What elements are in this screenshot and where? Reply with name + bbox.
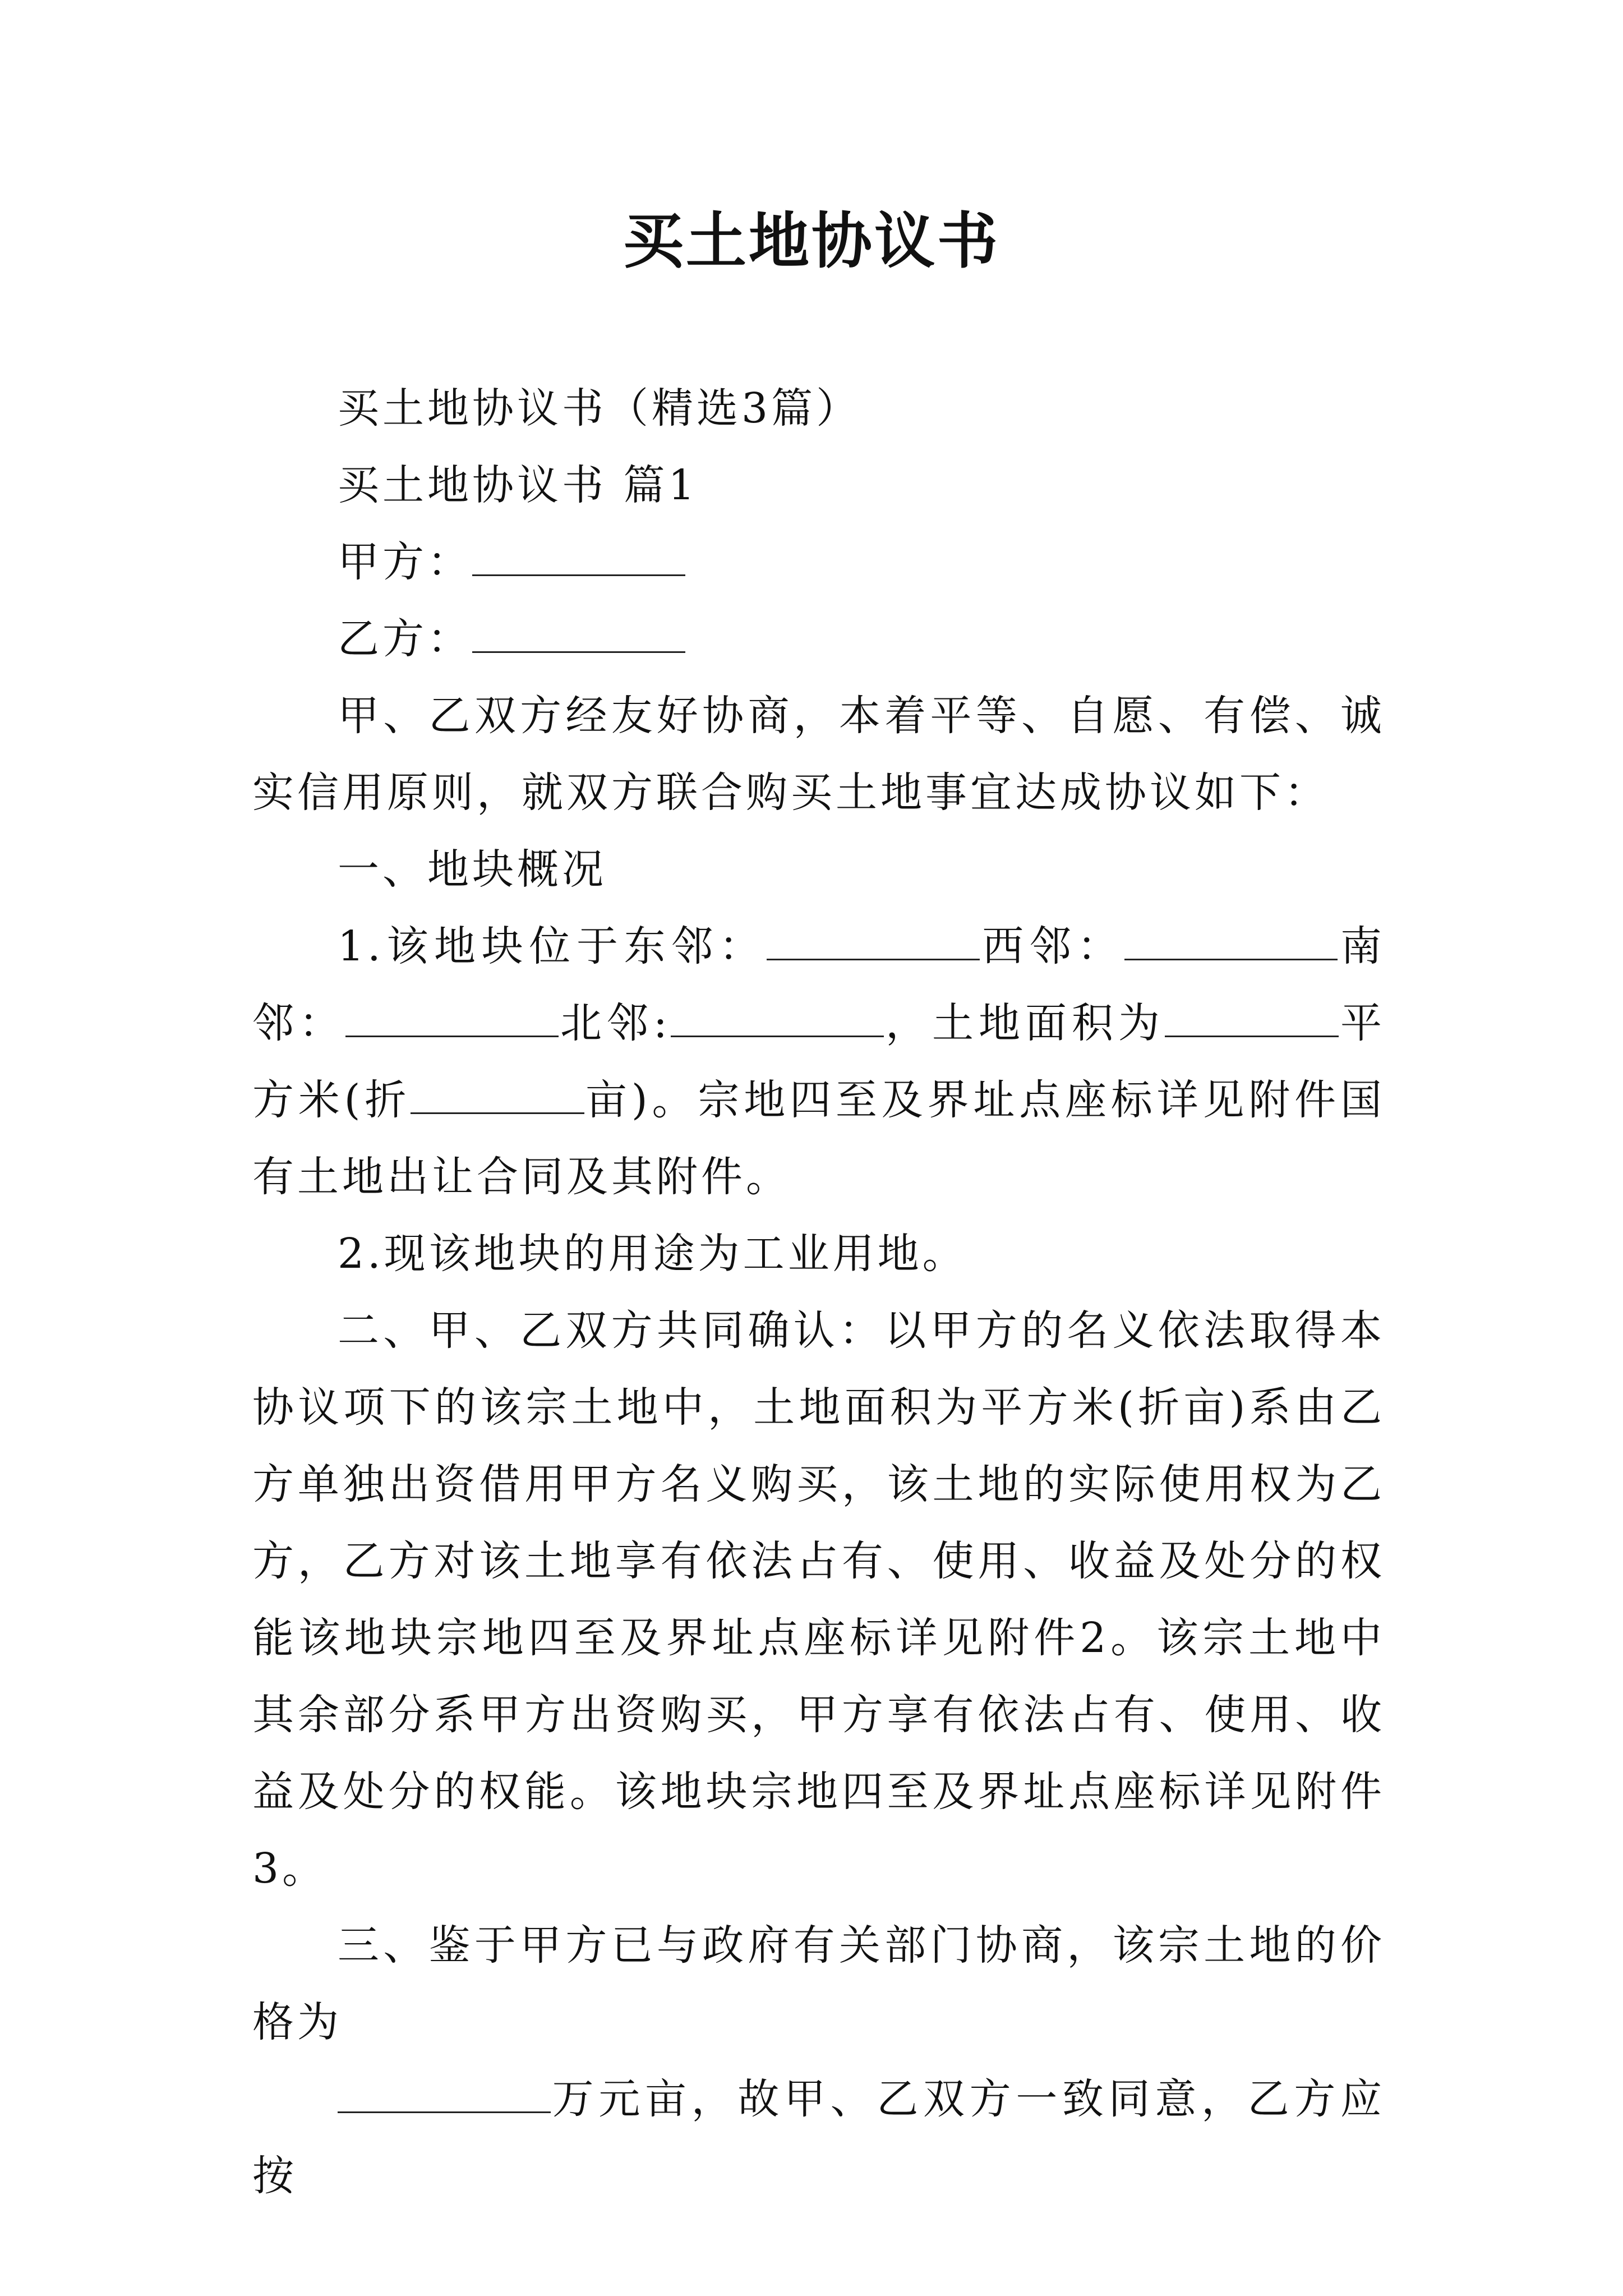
south-blank [345,996,559,1037]
item1-1-paragraph [252,908,1385,1216]
north-blank [671,996,884,1037]
document-body [252,370,1385,2215]
intro-paragraph: 甲、乙双方经友好协商，本着平等、自愿、有偿、诚实信用原则，就双方联合购买土地事宜达成协议如下： [252,692,1385,817]
mu-label: 平方米(折 [252,999,1386,1124]
document-title: 买土地协议书 [623,206,1000,277]
section-heading: 买土地协议书 篇1 [338,461,698,509]
party-b-label: 乙方： [338,615,472,663]
item2-paragraph: 二、甲、乙双方共同确认：以甲方的名义依法取得本协议项下的该宗土地中，土地面积为平方米(折亩)系由乙方单独出资借用甲方名义购买，该土地的实际使用权为乙方，乙方对该土地享有依法占有、使用、收益及处分的权能该地块宗地四至及界址点座标详见附件2。该宗土地中其余部分系甲方出资购买，甲方享有依法占有、使用、收益及处分的权能。该地块宗地四至及界址点座标详见附件3。 [252,1306,1385,1893]
party-b-blank [472,612,685,653]
area-blank [1165,996,1339,1037]
east-blank [767,919,980,960]
price-blank [338,2072,551,2113]
item3-continued [252,2061,1385,2215]
north-label: 北邻: [559,999,671,1047]
item1-2-paragraph: 2.现该地块的用途为工业用地。 [338,1230,967,1278]
item1-heading: 一、地块概况 [338,845,607,894]
west-blank [1124,919,1338,960]
party-a-label: 甲方： [338,538,472,586]
west-label: 西邻： [979,922,1125,970]
east-label: 1.该地块位于东邻： [338,922,767,970]
area-label: ，土地面积为 [883,999,1165,1047]
item3-tail: 万元亩，故甲、乙双方一致同意，乙方应按 [252,2075,1385,2200]
party-b-line [252,601,1385,678]
item3-paragraph: 三、鉴于甲方已与政府有关部门协商，该宗土地的价格为 [252,1921,1385,2046]
party-a-blank [472,535,685,576]
document-subtitle: 买土地协议书（精选3篇） [338,384,861,432]
party-a-line [252,524,1385,601]
item1-1-tail: 亩)。宗地四至及界址点座标详见附件国有土地出让合同及其附件。 [252,1076,1386,1201]
mu-blank [411,1073,584,1114]
south-label: 南邻： [252,922,1385,1047]
